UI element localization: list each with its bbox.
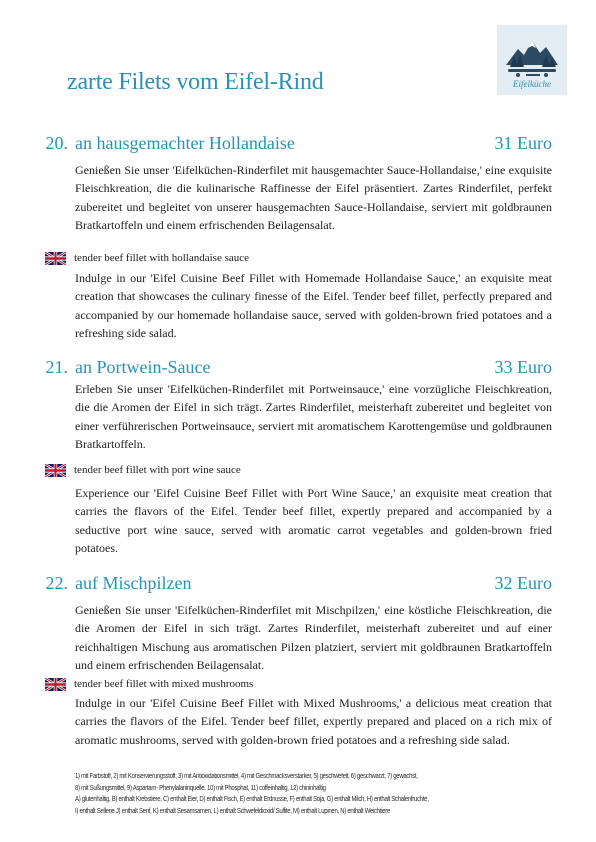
dish-description-en: Experience our 'Eifel Cuisine Beef Fillet with Port Wine Sauce,' an exquisite meat creation that carries the flavors of the Eifel. Tender beef fillet, expertly prepared and accompanied by a seductive port wine sauce, served with aromatic carrot vegetables and golden-brown fried potatoes. bbox=[75, 486, 552, 556]
uk-flag-icon bbox=[45, 252, 66, 265]
dish-header bbox=[0, 573, 596, 601]
dish-title-en: tender beef fillet with port wine sauce bbox=[74, 464, 241, 476]
footnote-line: I) enthalt Sellerie J) enthalt Senf, K) enthalt Sesamsamen, L) enthalt Schwefeldioxid/ Sulfite, M) enthalt Lupinen, N) enthalt Weichtiere bbox=[75, 807, 391, 815]
dish-title: an hausgemachter Hollandaise bbox=[75, 133, 295, 153]
dish-item bbox=[0, 573, 596, 601]
footnote-line: 1) mit Farbstoff, 2) mit Konservierungsstoff, 3) mit Antioxidationsmittel, 4) mit Geschmacksverstarker, 5) geschwefelt, 6) geschwarzt, 7) gewachst, bbox=[75, 773, 418, 780]
dish-price: 33 Euro bbox=[494, 357, 552, 377]
footnote-line: 8) mit Sußungsmittel, 9) Aspartam- Phenylalaninquelle, 10) mit Phosphat, 11) coffeinhaltig, 12) chininhaltig bbox=[75, 784, 326, 792]
logo-text: Eifelküche bbox=[513, 79, 551, 89]
dish-title-en: tender beef fillet with mixed mushrooms bbox=[74, 678, 254, 690]
uk-flag-icon bbox=[45, 678, 66, 691]
dish-number: 21. bbox=[45, 357, 68, 377]
dish-price: 32 Euro bbox=[494, 573, 552, 593]
mountain-logo-icon bbox=[504, 31, 560, 79]
dish-description-de: Erleben Sie unser 'Eifelküchen-Rinderfilet mit Portweinsauce,' eine vorzügliche Fleischkreation, die die Aromen der Eifel in sich trägt. Zartes Rinderfilet, meisterhaft zubereitet und begleitet von einer verführerischen Portweinsauce, serviert mit aromatischem Karottengemüse und goldbraunen Bratkartoffeln. bbox=[75, 382, 552, 452]
allergen-footnotes bbox=[75, 771, 496, 817]
dish-title: auf Mischpilzen bbox=[75, 573, 192, 593]
dish-description-de: Genießen Sie unser 'Eifelküchen-Rinderfilet mit hausgemachter Sauce-Hollandaise,' eine exquisite Fleischkreation, die die kulinarische Raffinesse der Eifel präsentiert. Zartes Rinderfilet, perfekt zubereitet und begleitet von unserer hausgemachten Sauce-Hollandaise, serviert mit goldbraunen Bratkartoffeln und einem erfrischenden Beilagensalat. bbox=[75, 163, 552, 233]
eifelkueche-logo bbox=[497, 25, 567, 95]
dish-title-en: tender beef fillet with hollandaise sauce bbox=[74, 252, 250, 264]
uk-flag-icon bbox=[45, 464, 66, 477]
dish-number: 22. bbox=[45, 573, 68, 593]
dish-price: 31 Euro bbox=[494, 133, 552, 153]
footnote-line: A) glutenhaltig, B) enthalt Krebstiere, C) enthalt Eier, D) enthalt Fisch, E) enthalt Erdnusse, F) enthalt Soja, G) enthalt Milch, H) enthalt Schalenfruchte, bbox=[75, 796, 429, 803]
dish-title: an Portwein-Sauce bbox=[75, 357, 211, 377]
dish-header bbox=[0, 133, 596, 161]
dish-description-en: Indulge in our 'Eifel Cuisine Beef Fillet with Mixed Mushrooms,' a delicious meat creation that carries the flavors of the Eifel. Tender beef fillet, expertly prepared and placed on a rich mix of aromatic mushrooms, served with golden-brown fried potatoes and a refreshing side salad. bbox=[75, 696, 552, 747]
page-heading: zarte Filets vom Eifel-Rind bbox=[67, 69, 324, 95]
dish-description-de: Genießen Sie unser 'Eifelküchen-Rinderfilet mit Mischpilzen,' eine köstliche Fleischkreation, die die Aromen der Eifel in sich trägt. Zartes Rinderfilet, meisterhaft zubereitet und auf einer reichhaltigen Mischung aus aromatischen Pilzen platziert, serviert mit goldbraunen Bratkartoffeln und einem erfrischenden Beilagensalat. bbox=[75, 603, 552, 673]
dish-number: 20. bbox=[45, 133, 68, 153]
dish-description-en: Indulge in our 'Eifel Cuisine Beef Fillet with Homemade Hollandaise Sauce,' an exquisite meat creation that showcases the culinary finesse of the Eifel. Tender beef fillet, perfectly prepared and accompanied by our homemade hollandaise sauce, served with golden-brown fried potatoes and a refreshing side salad. bbox=[75, 271, 552, 341]
dish-item bbox=[0, 133, 596, 161]
